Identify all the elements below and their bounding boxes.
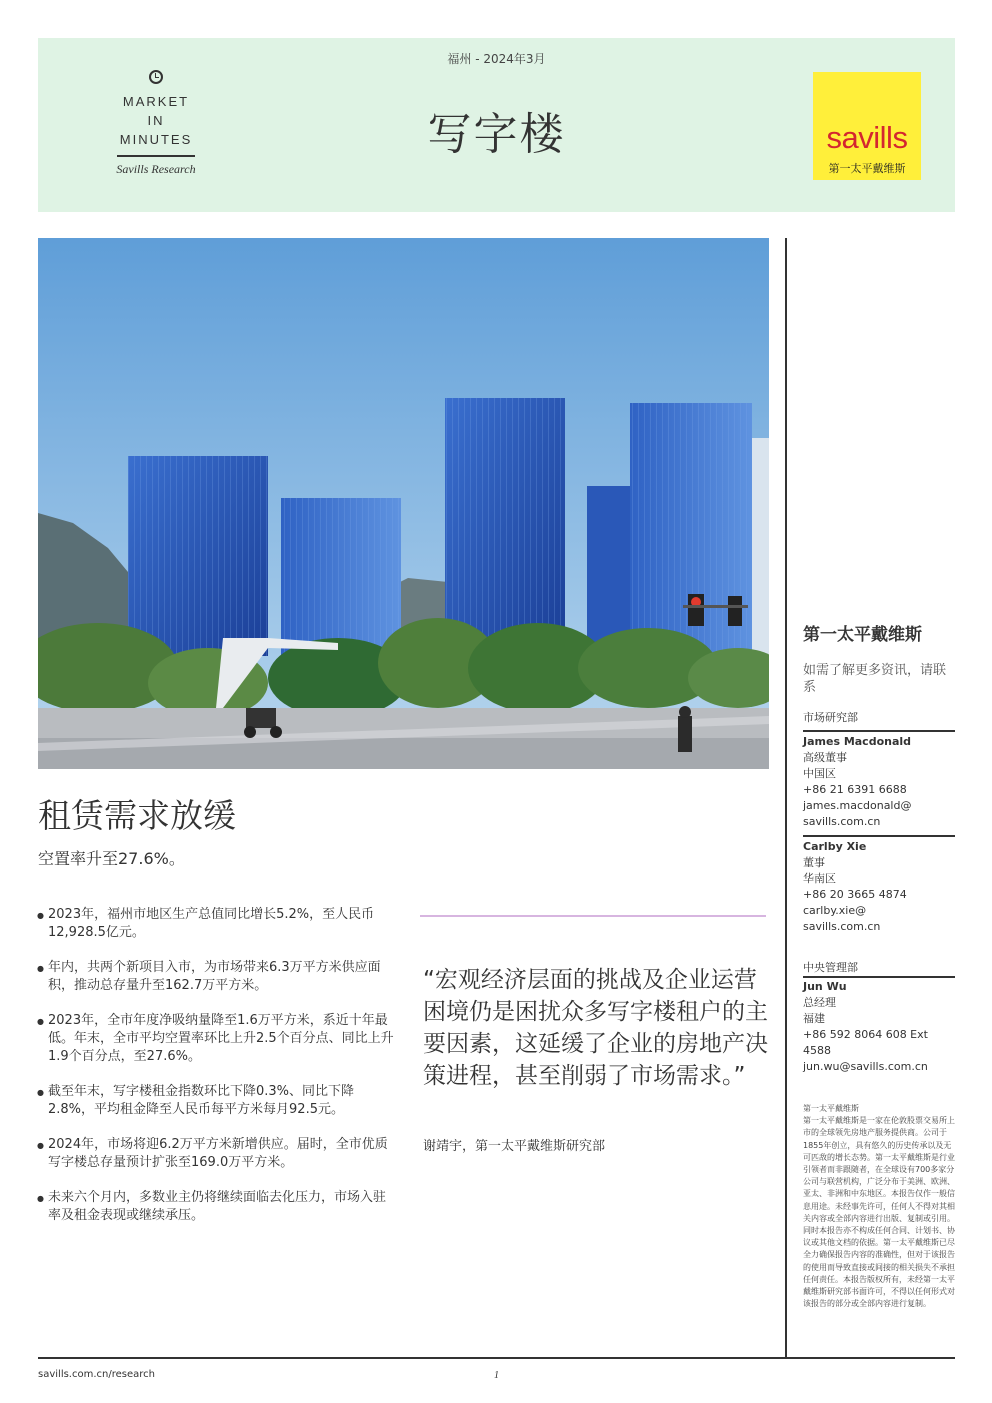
contact-role: 总经理	[803, 996, 836, 1009]
main-subheading: 空置率升至27.6%。	[38, 849, 185, 868]
pull-quote: “宏观经济层面的挑战及企业运营困境仍是困扰众多写字楼租户的主要因素，这延缓了企业的房地产决策进程，甚至削弱了市场需求。”	[423, 967, 768, 1089]
contact-name: James Macdonald	[803, 735, 912, 748]
list-item: ● 2024年，市场将迎6.2万平方米新增供应。届时，全市优质写字楼总存量预计扩张至169.0万平方米。	[38, 1136, 398, 1172]
logo-cn-text: 第一太平戴维斯	[828, 162, 906, 175]
contact-phone[interactable]: +86 21 6391 6688	[803, 783, 907, 796]
mim-line-1: MARKET	[122, 94, 190, 109]
contact-phone-ext[interactable]: 4588	[803, 1044, 831, 1057]
contact-divider	[803, 730, 955, 732]
office-towers-photo	[38, 238, 769, 769]
contact-name: Carlby Xie	[803, 840, 867, 853]
footer-rule	[38, 1357, 955, 1359]
contact-region: 福建	[803, 1012, 825, 1025]
contact-divider	[803, 835, 955, 837]
contact-card	[803, 979, 955, 1075]
key-points-list	[38, 906, 398, 1242]
list-item: ● 2023年，全市年度净吸纳量降至1.6万平方米，系近十年最低。年末，全市平均空置率环比上升2.5个百分点、同比上升1.9个百分点，至27.6%。	[38, 1012, 398, 1066]
contact-region: 中国区	[803, 767, 836, 780]
contact-region: 华南区	[803, 872, 836, 885]
disclaimer-text: 第一太平戴维斯是一家在伦敦股票交易所上市的全球领先房地产服务提供商。公司于1855年创立，具有悠久的历史传承以及无可匹敌的增长态势。第一太平戴维斯是行业引领者而非跟随者，在全球设有700多家分公司与联营机构，广泛分布于美洲、欧洲、亚太、非洲和中东地区。本报告仅作一般信息用途。未经事先许可，任何人不得对其相关内容或全部内容进行出版、复制或引用。同时本报告亦不构成任何合同、计划书、协议或其他文档的依据。第一太平戴维斯已尽全力确保报告内容的准确性，但对于该报告的使用而导致直接或间接的相关损失不承担任何责任。本报告版权所有，未经第一太平戴维斯研究部书面许可，不得以任何形式对该报告的部分或全部内容进行复制。	[803, 1116, 955, 1309]
main-heading: 租赁需求放缓	[38, 796, 236, 835]
contact-role: 高级董事	[803, 751, 847, 764]
contact-email-domain[interactable]: savills.com.cn	[803, 815, 881, 828]
quote-divider	[420, 915, 766, 917]
sidebar-title: 第一太平戴维斯	[803, 625, 922, 645]
disclaimer-title: 第一太平戴维斯	[803, 1104, 859, 1113]
contact-name: Jun Wu	[803, 980, 847, 993]
contact-email[interactable]: jun.wu@savills.com.cn	[803, 1060, 928, 1073]
contact-phone[interactable]: +86 592 8064 608 Ext	[803, 1028, 928, 1041]
contact-divider	[803, 976, 955, 978]
contact-role: 董事	[803, 856, 825, 869]
list-item: ● 未来六个月内，多数业主仍将继续面临去化压力，市场入驻率及租金表现或继续承压。	[38, 1189, 398, 1225]
header-banner	[38, 38, 955, 212]
contact-card	[803, 839, 955, 935]
contact-card	[803, 734, 955, 830]
savills-research-label: Savills Research	[116, 161, 196, 176]
report-date-location: 福州 - 2024年3月	[447, 52, 546, 66]
savills-logo	[813, 72, 921, 180]
footer-url-link[interactable]: savills.com.cn/research	[38, 1369, 155, 1380]
list-item: ● 截至年末，写字楼租金指数环比下降0.3%、同比下降2.8%，平均租金降至人民币每平方米每月92.5元。	[38, 1083, 398, 1119]
contact-email[interactable]: james.macdonald@	[803, 799, 912, 812]
mim-line-2: IN	[147, 113, 165, 128]
page-title: 写字楼	[427, 109, 566, 160]
list-item: ● 年内，共两个新项目入市，为市场带来6.3万平方米供应面积，推动总存量升至162.7万平方米。	[38, 959, 398, 995]
mim-line-3: MINUTES	[119, 132, 193, 147]
column-divider	[785, 238, 787, 1358]
disclaimer	[803, 1103, 955, 1310]
contact-phone[interactable]: +86 20 3665 4874	[803, 888, 907, 901]
logo-brand-text: savills	[826, 120, 908, 155]
page-number: 1	[494, 1370, 499, 1381]
clock-icon	[149, 70, 163, 84]
contact-prompt: 如需了解更多资讯，请联系	[803, 663, 947, 695]
dept-research-label: 市场研究部	[803, 711, 858, 724]
quote-attribution: 谢靖宇，第一太平戴维斯研究部	[423, 1139, 606, 1154]
contact-email-domain[interactable]: savills.com.cn	[803, 920, 881, 933]
dept-central-label: 中央管理部	[803, 961, 858, 974]
contact-email[interactable]: carlby.xie@	[803, 904, 867, 917]
list-item: ● 2023年，福州市地区生产总值同比增长5.2%，至人民币12,928.5亿元。	[38, 906, 398, 942]
